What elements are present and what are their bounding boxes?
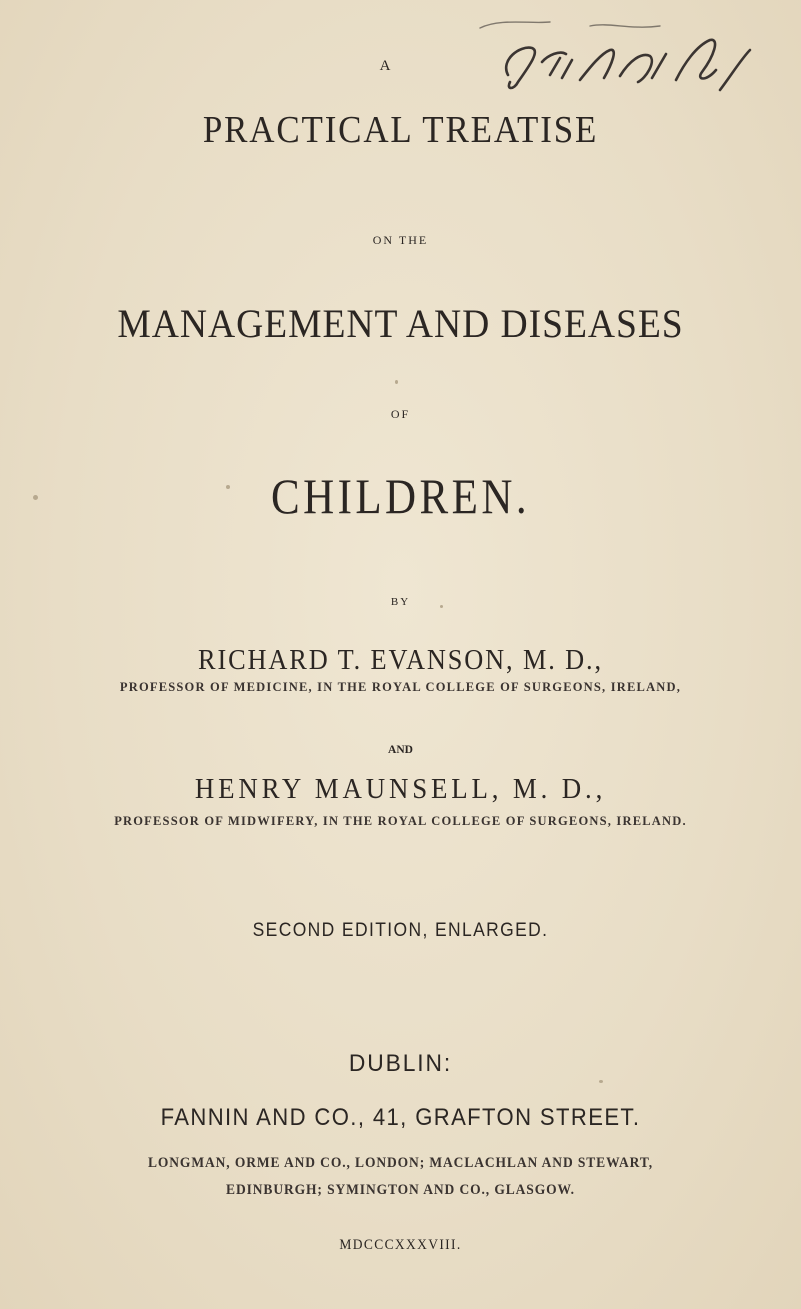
paper-speck: [440, 605, 443, 608]
page-title: PRACTICAL TREATISE: [202, 109, 599, 151]
imprint-date: MDCCCXXXVIII.: [339, 1237, 462, 1253]
paper-speck: [226, 485, 230, 489]
connector-on-the: ON THE: [372, 233, 429, 247]
imprint-city: DUBLIN:: [348, 1050, 453, 1077]
author-1-affiliation: PROFESSOR OF MEDICINE, IN THE ROYAL COLLEGE OF SURGEONS, IRELAND,: [119, 680, 682, 694]
connector-by: BY: [390, 596, 411, 608]
author-2-affiliation: PROFESSOR OF MIDWIFERY, IN THE ROYAL COLLEGE OF SURGEONS, IRELAND.: [114, 814, 687, 828]
imprint-publisher: FANNIN AND CO., 41, GRAFTON STREET.: [160, 1104, 641, 1131]
imprint-sellers-line-1: LONGMAN, ORME AND CO., LONDON; MACLACHLAN AND STEWART,: [147, 1155, 654, 1171]
paper-speck: [599, 1080, 603, 1083]
connector-of: OF: [390, 407, 411, 421]
connector-and: AND: [388, 744, 413, 756]
subject-heading: MANAGEMENT AND DISEASES: [117, 301, 684, 346]
edition-statement: SECOND EDITION, ENLARGED.: [252, 920, 549, 941]
author-2-name: HENRY MAUNSELL, M. D.,: [194, 774, 607, 805]
title-article: A: [379, 58, 392, 74]
object-heading: CHILDREN.: [270, 468, 531, 524]
paper-speck: [33, 495, 38, 500]
imprint-sellers-line-2: EDINBURGH; SYMINGTON AND CO., GLASGOW.: [226, 1182, 575, 1198]
author-1-name: RICHARD T. EVANSON, M. D.,: [198, 645, 603, 676]
paper-speck: [395, 380, 398, 384]
